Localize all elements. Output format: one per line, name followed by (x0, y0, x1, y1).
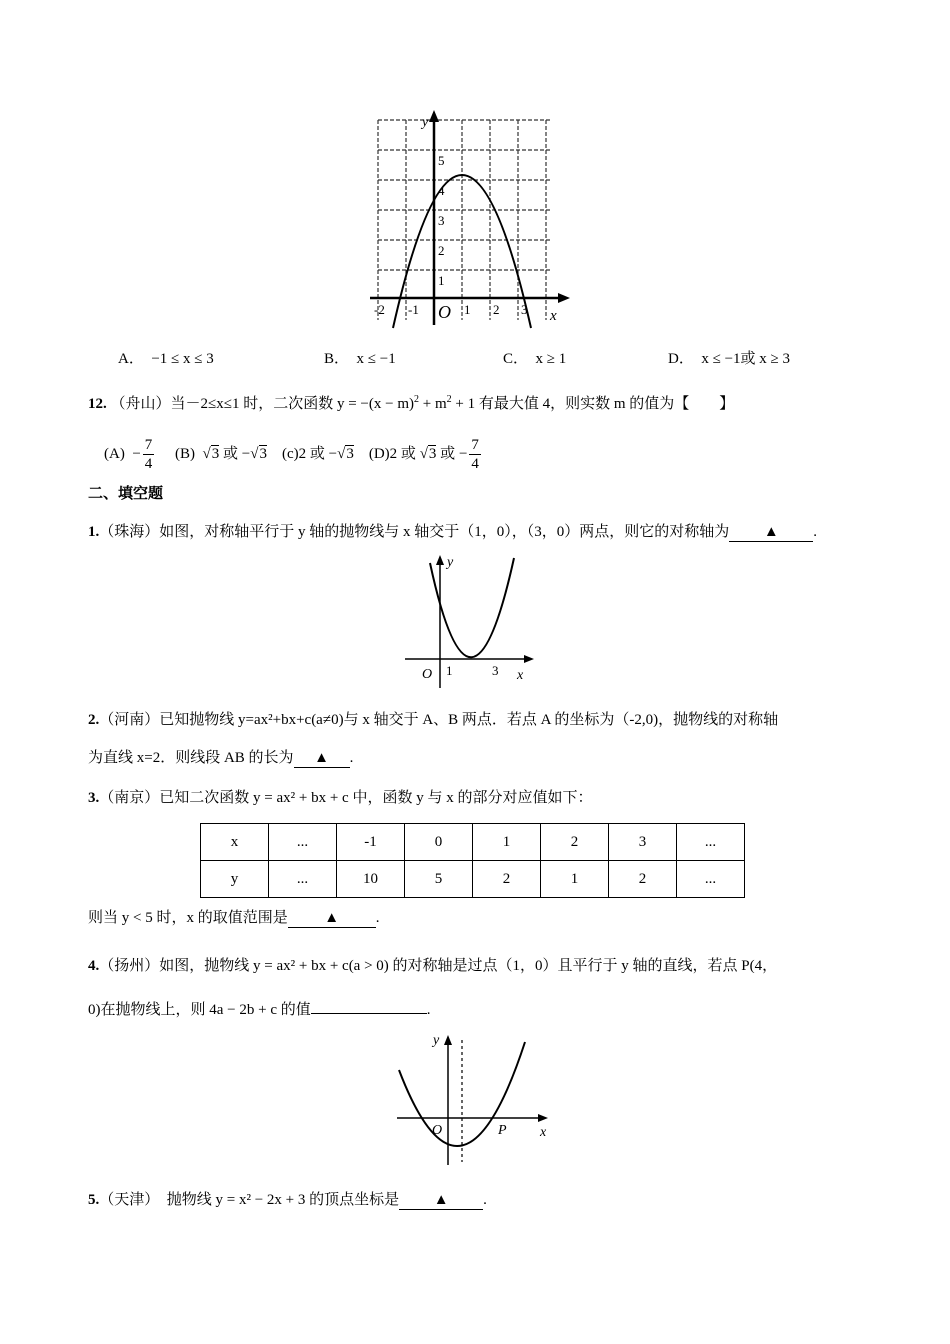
graph2-tick-3: 3 (492, 663, 499, 678)
q11-option-c: C． x ≥ 1 (503, 351, 567, 367)
table-cell: -1 (337, 824, 405, 861)
answer-blank[interactable]: ▲ (399, 1192, 483, 1210)
graph1-xtick: -2 (374, 302, 385, 317)
fill4-question-line2: 0)在抛物线上，则 4a − 2b + c 的值 . (88, 996, 430, 1020)
table-cell: 3 (609, 824, 677, 861)
table-cell: 10 (337, 861, 405, 898)
table-cell: 0 (405, 824, 473, 861)
answer-blank[interactable] (311, 996, 427, 1014)
graph1-ytick: 2 (438, 243, 445, 258)
graph1-ytick: 1 (438, 273, 445, 288)
fill4-question-line1: 4.（扬州）如图，抛物线 y = ax² + bx + c(a > 0) 的对称轴是过点（1，0）且平行于 y 轴的直线，若点 P(4， (88, 958, 778, 974)
table-row-y (201, 861, 745, 898)
table-cell: x (201, 824, 269, 861)
table-cell: y (201, 861, 269, 898)
graph1-ytick: 4 (438, 183, 445, 198)
parabola-graph-yangzhou (385, 1030, 560, 1168)
graph2-x-label: x (517, 668, 524, 683)
table-cell: ... (677, 861, 745, 898)
table-cell: ... (677, 824, 745, 861)
section-title: 二、填空题 (88, 486, 164, 502)
table-cell: 2 (609, 861, 677, 898)
q11-option-a: A． −1 ≤ x ≤ 3 (118, 351, 214, 367)
graph1-xtick: 2 (493, 302, 500, 317)
graph3-x-label: x (540, 1125, 547, 1140)
graph1-ytick: 5 (438, 153, 445, 168)
table-row-x (201, 824, 745, 861)
graph1-xtick: -1 (408, 302, 419, 317)
fill1-question: 1.（珠海）如图，对称轴平行于 y 轴的抛物线与 x 轴交于（1，0），（3，0）两点，则它的对称轴为 ▲ . (88, 524, 818, 540)
fill3-answer-line: 则当 y < 5 时，x 的取值范围是 ▲ . (88, 910, 380, 926)
table-cell: ... (269, 824, 337, 861)
table-cell: 1 (473, 824, 541, 861)
q11-option-d: D． x ≤ −1或 x ≥ 3 (668, 351, 791, 367)
table-cell: 1 (541, 861, 609, 898)
q12-question: 12. （舟山）当－2≤x≤1 时，二次函数 $y = -(x - m)^2 + m^2 + 1$ 有最大值 4，则实数 m 的值为【 】 (88, 394, 735, 412)
fill2-question-line1: 2.（河南）已知抛物线 y=ax²+bx+c(a≠0)与 x 轴交于 A、B 两点．若点 A 的坐标为（-2,0)，抛物线的对称轴 (88, 712, 779, 728)
graph3-y-label: y (433, 1033, 440, 1048)
graph1-xtick: 1 (464, 302, 471, 317)
graph1-xtick: 3 (521, 302, 528, 317)
answer-blank[interactable]: ▲ (288, 910, 376, 928)
fill2-question-line2: 为直线 x=2．则线段 AB 的长为 ▲ . (88, 750, 354, 766)
table-cell: ... (269, 861, 337, 898)
parabola-grid-graph (360, 110, 575, 335)
table-cell: 2 (541, 824, 609, 861)
graph1-y-label: y (422, 115, 429, 130)
graph3-point-label: P (498, 1123, 507, 1138)
fill3-question: 3.（南京）已知二次函数 y = ax² + bx + c 中，函数 y 与 x 的部分对应值如下： (88, 790, 593, 806)
answer-blank[interactable]: ▲ (729, 524, 813, 542)
graph2-tick-1: 1 (446, 663, 453, 678)
graph1-origin-label: O (438, 302, 451, 322)
answer-blank[interactable]: ▲ (294, 750, 350, 768)
graph3-origin-label: O (432, 1123, 443, 1138)
graph1-x-label: x (550, 308, 557, 324)
table-cell: 2 (473, 861, 541, 898)
table-cell: 5 (405, 861, 473, 898)
q12-options: (A) − $\frac{7}{4}$ (B) √3 或 −√3 (c)2 或 −√3 (D)2 或 √3 或 − $\frac{7}{4}$ (104, 437, 479, 473)
graph2-y-label: y (447, 555, 454, 570)
q12-number: 12. (88, 396, 107, 412)
graph1-ytick: 3 (438, 213, 445, 228)
graph2-origin-label: O (422, 667, 433, 682)
parabola-graph-zhuhai (400, 548, 550, 694)
value-table (200, 823, 745, 898)
fill5-question: 5.（天津） 抛物线 y = x² − 2x + 3 的顶点坐标是 ▲ . (88, 1192, 487, 1208)
q11-option-b: B． x ≤ −1 (324, 351, 396, 367)
